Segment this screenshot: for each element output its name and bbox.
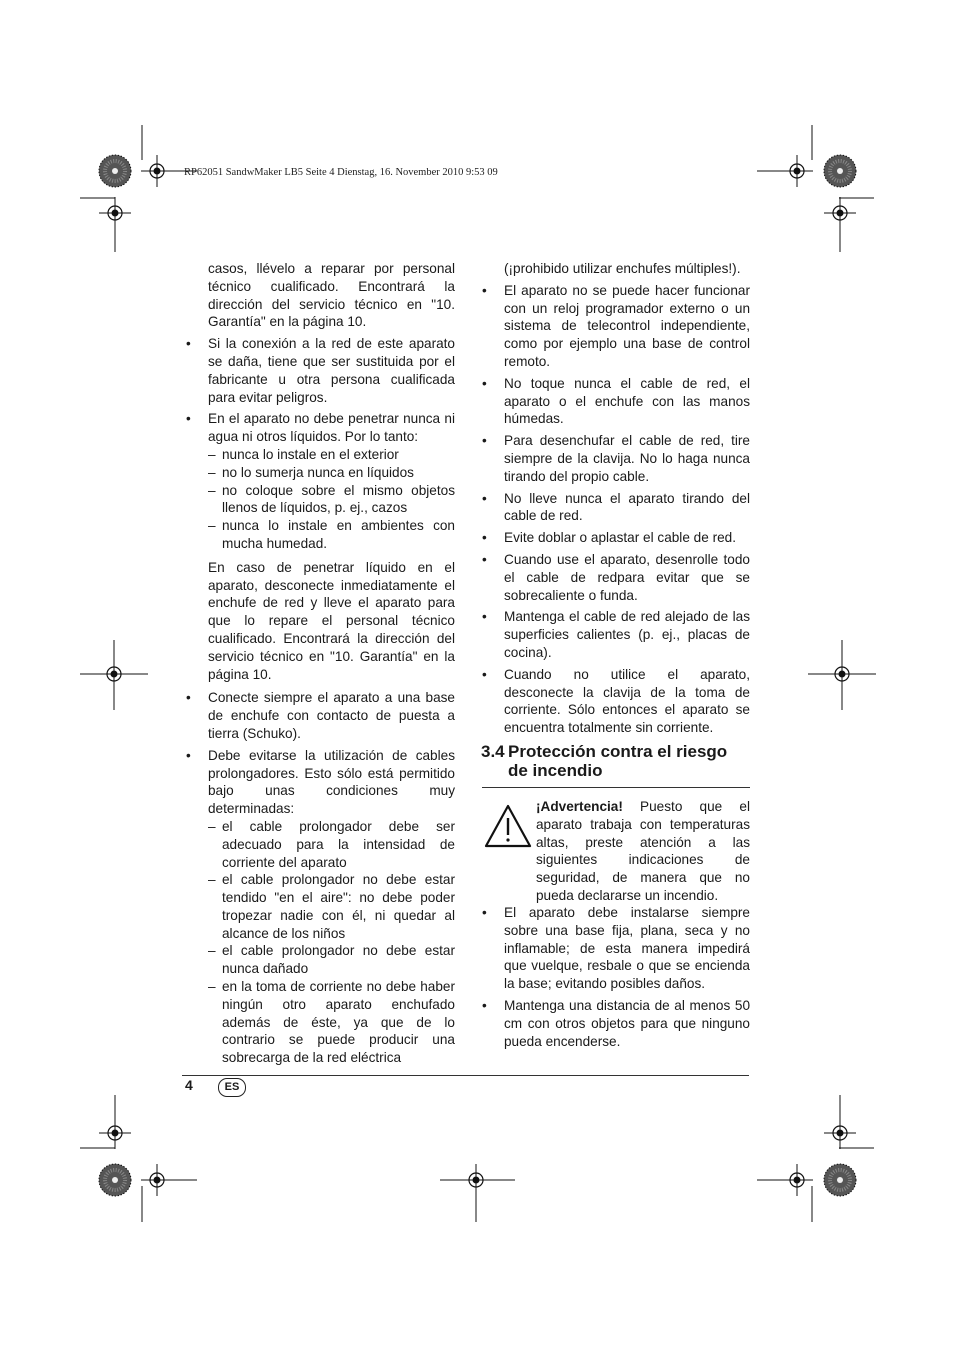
print-header: RP62051 SandwMaker LB5 Seite 4 Dienstag, 16. November 2010 9:53 09 (184, 167, 498, 178)
bullet-item: • Conecte siempre el aparato a una base de enchufe con contacto de puesta a tierra (Schuko). (186, 689, 455, 742)
bullet-item: • No toque nunca el cable de red, el aparato o el enchufe con las manos húmedas. (482, 375, 750, 428)
section-heading (481, 742, 751, 780)
paragraph: casos, llévelo a reparar por personal técnico cualificado. Encontrará la dirección del servicio técnico en "10. Garantía" en la página 10. (208, 261, 455, 330)
bullet-item: • Evite doblar o aplastar el cable de red. (482, 529, 750, 547)
dash-item: – nunca lo instale en ambientes con mucha humedad. (186, 517, 455, 553)
bullet-item: • Mantenga el cable de red alejado de las superficies calientes (p. ej., placas de cocina). (482, 608, 750, 661)
dash-item: – en la toma de corriente no debe haber ningún otro aparato enchufado además de éste, ya que de lo contrario se puede producir una sobrecarga de la red eléctrica (186, 978, 455, 1067)
dash-item: – el cable prolongador no debe estar tendido "en el aire": no debe poder tropezar nadie con él, ni quedar al alcance de los niños (186, 871, 455, 942)
footer-divider (182, 1075, 749, 1076)
section-number: 3.4 (481, 742, 505, 761)
bullet-item: • El aparato no se puede hacer funcionar con un reloj programador externo o un sistema de telecontrol independiente, como por ejemplo una base de control remoto. (482, 282, 750, 371)
section-title: Protección contra el riesgo de incendio (508, 742, 728, 780)
right-column (482, 260, 750, 737)
bullet-item: • Mantenga una distancia de al menos 50 cm con otros objetos para que ninguno pueda encenderse. (482, 997, 750, 1050)
dash-item: – no lo sumerja nunca en líquidos (186, 464, 455, 482)
bullet-item: • Debe evitarse la utilización de cables prolongadores. Esto sólo está permitido bajo unas condiciones muy determinadas: (186, 747, 455, 818)
bullet-item: • Cuando no utilice el aparato, desconecte la clavija de la toma de corriente. Sólo entonces el aparato se encuentra totalmente sin corriente. (482, 666, 750, 737)
paragraph: En caso de penetrar líquido en el aparato, desconecte inmediatamente el enchufe de red y lleve el aparato para que lo repare el personal técnico cualificado. Encontrará la dirección del servicio técnico en "10. Garantía" en la página 10. (208, 559, 455, 682)
warning-text (536, 798, 750, 905)
heading-divider (482, 787, 750, 788)
bullet-item: • Cuando use el aparato, desenrolle todo el cable de redpara evitar que se sobrecaliente o funda. (482, 551, 750, 604)
fire-safety-list (482, 904, 750, 1050)
left-column (186, 260, 455, 1067)
language-badge: ES (218, 1078, 246, 1097)
bullet-item: • El aparato debe instalarse siempre sobre una base fija, plana, seca y no inflamable; de esta manera impedirá que vuelque, resbale o que se encienda la base; evitando posibles daños. (482, 904, 750, 993)
dash-item: – el cable prolongador debe ser adecuado para la intensidad de corriente del aparato (186, 818, 455, 871)
paragraph: (¡prohibido utilizar enchufes múltiples!). (504, 261, 741, 276)
warning-triangle-icon (484, 804, 532, 848)
warning-body: Puesto que el aparato trabaja con temperaturas altas, preste atención a las siguientes indicaciones de seguridad, de manera que no pueda declararse un incendio. (536, 799, 750, 903)
bullet-item: • Para desenchufar el cable de red, tire siempre de la clavija. No lo haga nunca tirando del propio cable. (482, 432, 750, 485)
dash-item: – nunca lo instale en el exterior (186, 446, 455, 464)
dash-item: – no coloque sobre el mismo objetos llenos de líquidos, p. ej., cazos (186, 482, 455, 518)
page-number: 4 (185, 1077, 193, 1093)
bullet-item: • No lleve nunca el aparato tirando del cable de red. (482, 490, 750, 526)
warning-label: ¡Advertencia! (536, 799, 623, 814)
bullet-item: • Si la conexión a la red de este aparato se daña, tiene que ser sustituida por el fabricante u otra persona cualificada para evitar peligros. (186, 335, 455, 406)
dash-item: – el cable prolongador no debe estar nunca dañado (186, 942, 455, 978)
bullet-item: • En el aparato no debe penetrar nunca ni agua ni otros líquidos. Por lo tanto: (186, 410, 455, 446)
